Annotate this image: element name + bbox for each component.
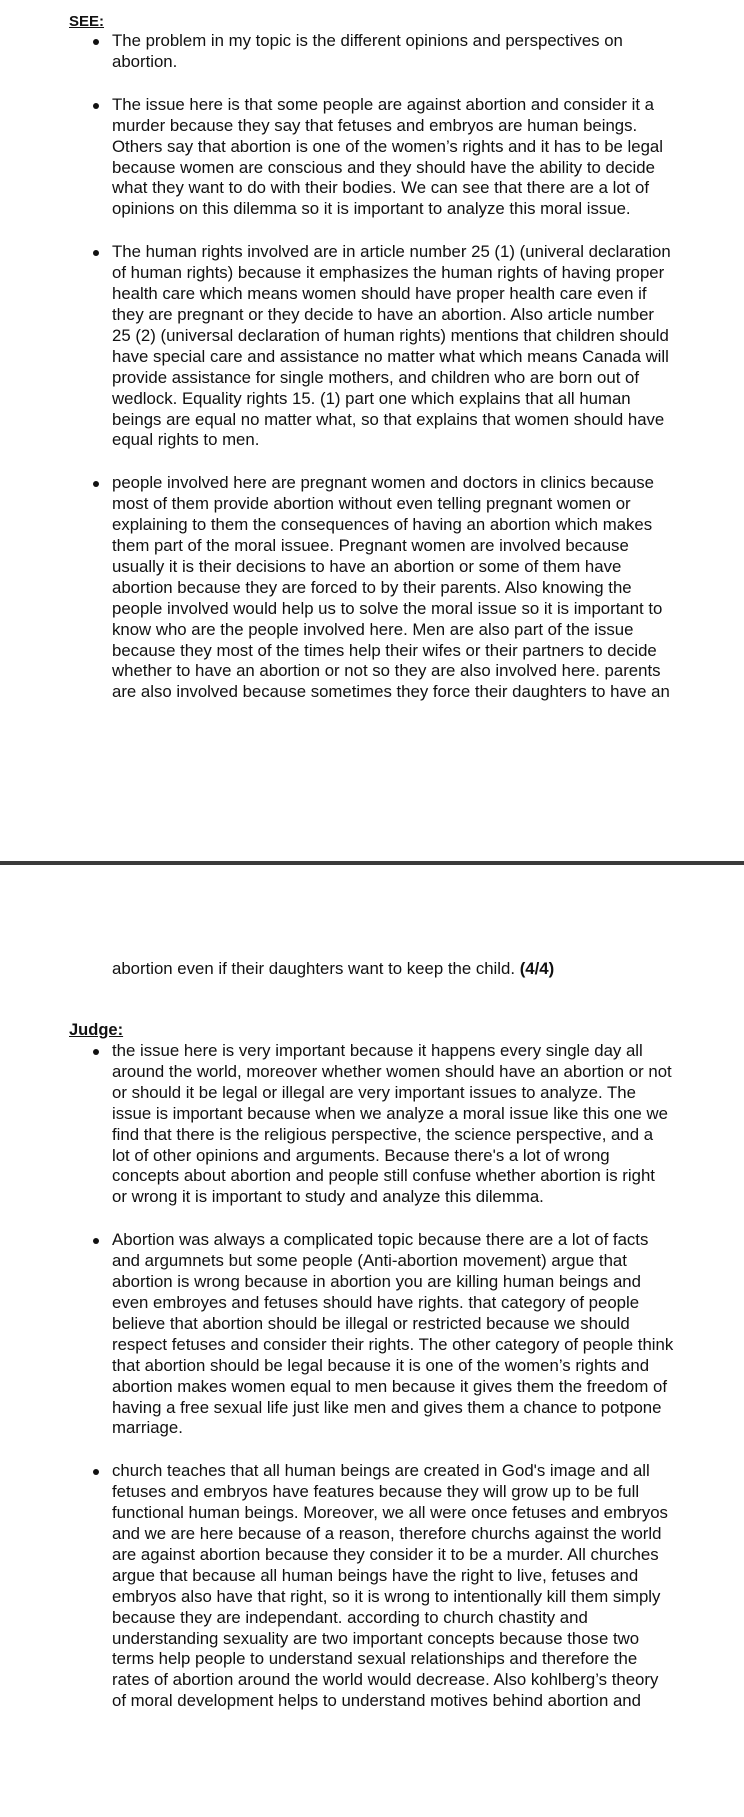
see-heading: SEE:	[69, 13, 105, 30]
page-break-divider	[0, 861, 744, 865]
judge-bullet-church: church teaches that all human beings are created in God's image and all fetuses and embryos have features because they will grow up to be full functional human beings. Moreover, we all were once fetuses and embryos and we are here because of a reason, therefore churchs against the world are against abortion because they consider it to be a murder. All churches argue that because all human beings have the right to live, fetuses and embryos also have that right, so it is wrong to intentionally kill them simply because they are independant. according to church chastity and understanding sexuality are two important concepts because those two terms help people to understand sexual relationships and therefore the rates of abortion around the world would decrease. Also kohlberg’s theory of moral development helps to understand motives behind abortion and	[112, 1461, 674, 1712]
judge-bullet-importance: the issue here is very important because it happens every single day all around the world, moreover whether women should have an abortion or not or should it be legal or illegal are very important issues to analyze. The issue is important because when we analyze a moral issue like this one we find that there is the religious perspective, the science perspective, and a lot of other opinions and arguments. Because there's a lot of wrong concepts about abortion and people still confuse whether abortion is right or wrong it is important to study and analyze this dilemma.	[112, 1041, 674, 1208]
see-bullet-list	[112, 31, 674, 725]
continued-sentence: abortion even if their daughters want to keep the child.	[112, 959, 516, 978]
see-bullet-issue: The issue here is that some people are against abortion and consider it a murder because they say that fetuses and embryos are human beings. Others say that abortion is one of the women’s rights and it has to be legal because women are conscious and they should have the ability to decide what they want to do with their bodies. We can see that there are a lot of opinions on this dilemma so it is important to analyze this moral issue.	[112, 95, 674, 220]
see-bullet-human-rights: The human rights involved are in article number 25 (1) (univeral declaration of human rights) because it emphasizes the human rights of having proper health care which means women should have proper health care even if they are pregnant or they decide to have an abortion. Also article number 25 (2) (universal declaration of human rights) mentions that children should have special care and assistance no matter what which means Canada will provide assistance for single mothers, and children who are born out of wedlock. Equality rights 15. (1) part one which explains that all human beings are equal no matter what, so that explains that women should have equal rights to men.	[112, 242, 674, 451]
judge-bullet-list	[112, 1041, 674, 1734]
score-badge: (4/4)	[519, 959, 555, 978]
judge-heading: Judge:	[69, 1021, 124, 1039]
judge-bullet-arguments: Abortion was always a complicated topic because there are a lot of facts and argumnets but some people (Anti-abortion movement) argue that abortion is wrong because in abortion you are killing human beings and even embroyes and fetuses should have rights. that category of people believe that abortion should be illegal or restricted because we should respect fetuses and consider their rights. The other category of people think that abortion should be legal because it is one of the women’s rights and abortion makes women equal to men because it gives them the freedom of having a free sexual life just like men and gives them a chance to potpone marriage.	[112, 1230, 674, 1438]
continued-text	[112, 959, 554, 980]
see-bullet-people-involved: people involved here are pregnant women and doctors in clinics because most of them provide abortion without even telling pregnant women or explaining to them the consequences of having an abortion which makes them part of the moral issuee. Pregnant women are involved because usually it is their decisions to have an abortion or some of them have abortion because they are forced to by their parents. Also knowing the people involved would help us to solve the moral issue so it is important to know who are the people involved here. Men are also part of the issue because they most of the times help their wifes or their partners to decide whether to have an abortion or not so they are also involved here. parents are also involved because sometimes they force their daughters to have an	[112, 473, 674, 703]
see-bullet-problem: The problem in my topic is the different opinions and perspectives on abortion.	[112, 31, 674, 73]
